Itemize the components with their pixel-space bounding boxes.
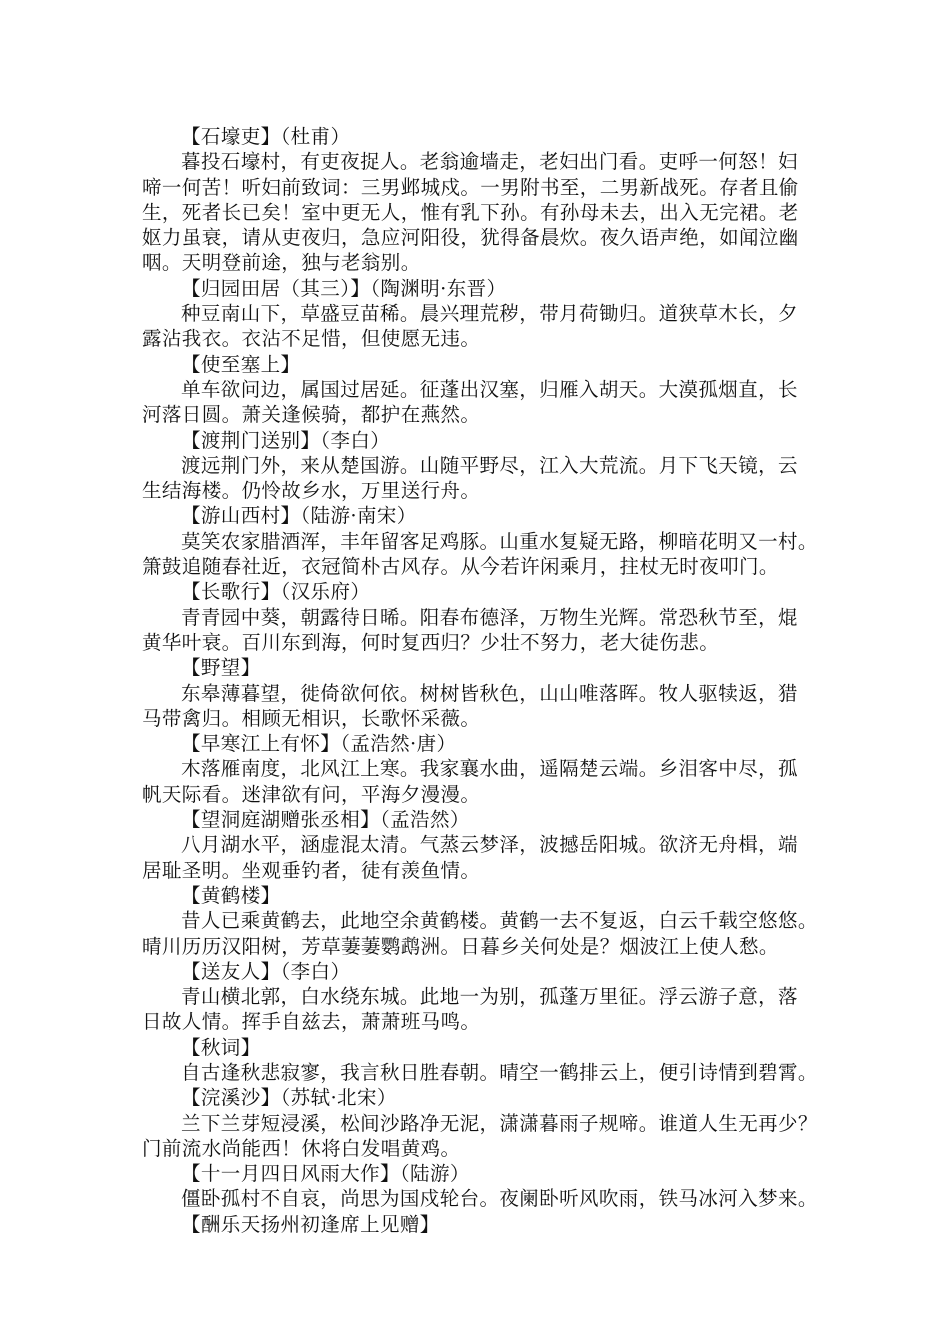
poem-text-line: 自古逢秋悲寂寥，我言秋日胜春朝。晴空一鹤排云上，便引诗情到碧霄。 <box>181 1060 818 1084</box>
poem-title: 【长歌行】（汉乐府） <box>181 580 371 604</box>
poem-text-line: 东皋薄暮望，徙倚欲何依。树树皆秋色，山山唯落晖。牧人驱犊返，猎 <box>181 681 798 705</box>
poem-text-line: 青山横北郭，白水绕东城。此地一为别，孤蓬万里征。浮云游子意，落 <box>181 985 798 1009</box>
document-page <box>142 124 822 1237</box>
poem-text-line: 门前流水尚能西！休将白发唱黄鸡。 <box>142 1136 461 1160</box>
poem-text-line: 暮投石壕村，有吏夜捉人。老翁逾墙走，老妇出门看。吏呼一何怒！妇 <box>181 150 798 174</box>
poem-text-line: 八月湖水平，涵虚混太清。气蒸云梦泽，波撼岳阳城。欲济无舟楫，端 <box>181 833 798 857</box>
poem-text-line: 黄华叶衰。百川东到海，何时复西归？少壮不努力，老大徒伤悲。 <box>142 630 720 654</box>
poem-text-line: 莫笑农家腊酒浑，丰年留客足鸡豚。山重水复疑无路，柳暗花明又一村。 <box>181 529 818 553</box>
poem-text-line: 生，死者长已矣！室中更无人，惟有乳下孙。有孙母未去，出入无完裙。老 <box>142 200 799 224</box>
poem-text-line: 露沾我衣。衣沾不足惜，但使愿无违。 <box>142 327 481 351</box>
poem-text-line: 种豆南山下，草盛豆苗稀。晨兴理荒秽，带月荷锄归。道狭草木长，夕 <box>181 302 798 326</box>
poem-title: 【渡荆门送别】（李白） <box>181 428 391 452</box>
poem-title: 【黄鹤楼】 <box>181 883 281 907</box>
poem-title: 【浣溪沙】（苏轼·北宋） <box>181 1086 397 1110</box>
poem-title: 【游山西村】（陆游·南宋） <box>181 504 417 528</box>
poem-text-line: 日故人情。挥手自兹去，萧萧班马鸣。 <box>142 1010 481 1034</box>
poem-title: 【野望】 <box>181 656 261 680</box>
poem-text-line: 居耻圣明。坐观垂钓者，徒有羡鱼情。 <box>142 858 481 882</box>
poem-text-line: 生结海楼。仍怜故乡水，万里送行舟。 <box>142 479 481 503</box>
poem-text-line: 渡远荆门外，来从楚国游。山随平野尽，江入大荒流。月下飞天镜，云 <box>181 453 798 477</box>
poem-title: 【早寒江上有怀】（孟浩然·唐） <box>181 732 457 756</box>
poem-text-line: 兰下兰芽短浸溪，松间沙路净无泥，潇潇暮雨子规啼。谁道人生无再少？ <box>181 1111 818 1135</box>
poem-text-line: 咽。天明登前途，独与老翁别。 <box>142 251 421 275</box>
poem-title: 【使至塞上】 <box>181 352 301 376</box>
poem-title: 【望洞庭湖赠张丞相】（孟浩然） <box>181 808 470 832</box>
poem-text-line: 晴川历历汉阳树，芳草萋萋鹦鹉洲。日暮乡关何处是？烟波江上使人愁。 <box>142 934 779 958</box>
poem-text-line: 单车欲问边，属国过居延。征蓬出汉塞，归雁入胡天。大漠孤烟直，长 <box>181 377 798 401</box>
poem-title: 【酬乐天扬州初逢席上见赠】 <box>181 1212 440 1236</box>
poem-text-line: 妪力虽衰，请从吏夜归，急应河阳役，犹得备晨炊。夜久语声绝，如闻泣幽 <box>142 226 799 250</box>
poem-text-line: 木落雁南度，北风江上寒。我家襄水曲，遥隔楚云端。乡泪客中尽，孤 <box>181 757 798 781</box>
poem-text-line: 昔人已乘黄鹤去，此地空余黄鹤楼。黄鹤一去不复返，白云千载空悠悠。 <box>181 909 818 933</box>
poem-text-line: 帆天际看。迷津欲有问，平海夕漫漫。 <box>142 782 481 806</box>
poem-text-line: 箫鼓追随春社近，衣冠简朴古风存。从今若许闲乘月，拄杖无时夜叩门。 <box>142 555 779 579</box>
poem-text-line: 僵卧孤村不自哀，尚思为国戍轮台。夜阑卧听风吹雨，铁马冰河入梦来。 <box>181 1187 818 1211</box>
poem-text-line: 马带禽归。相顾无相识，长歌怀采薇。 <box>142 706 481 730</box>
poem-text-line: 青青园中葵，朝露待日晞。阳春布德泽，万物生光辉。常恐秋节至，焜 <box>181 605 798 629</box>
poem-text-line: 啼一何苦！听妇前致词：三男邺城戍。一男附书至，二男新战死。存者且偷 <box>142 175 799 199</box>
poem-title: 【送友人】（李白） <box>181 959 351 983</box>
poem-title: 【石壕吏】（杜甫） <box>181 125 351 148</box>
poem-title: 【归园田居（其三）】（陶渊明·东晋） <box>181 276 507 300</box>
poem-text-line: 河落日圆。萧关逢候骑，都护在燕然。 <box>142 403 481 427</box>
poem-title: 【十一月四日风雨大作】（陆游） <box>181 1162 470 1186</box>
poem-title: 【秋词】 <box>181 1035 261 1059</box>
